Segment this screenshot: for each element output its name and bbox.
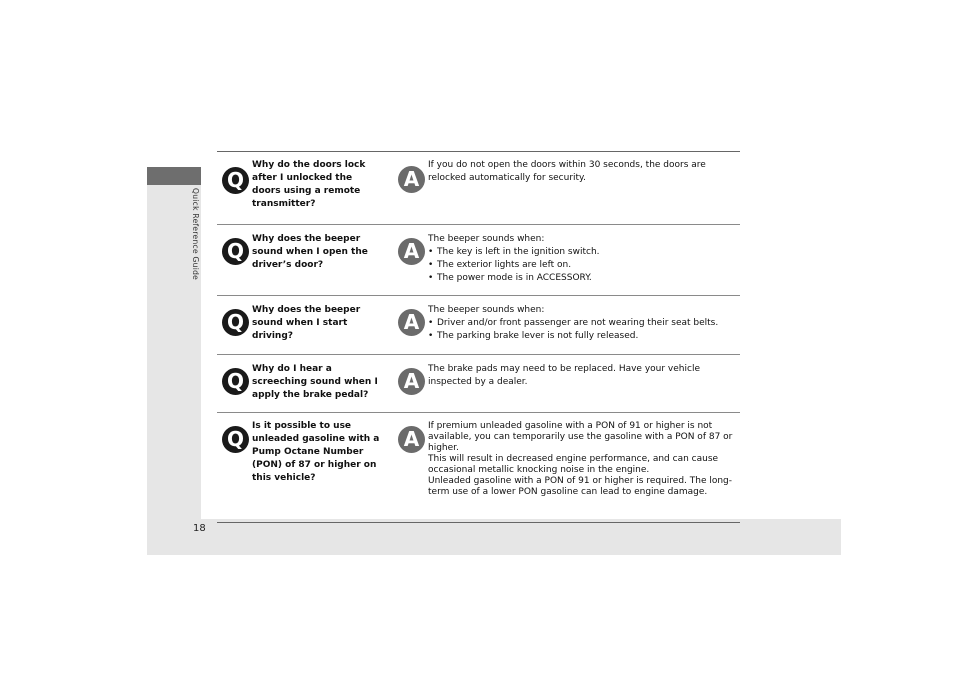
- answer-intro: The beeper sounds when:: [428, 305, 545, 315]
- question-text: Is it possible to use unleaded gasoline with a Pump Octane Number (PON) of 87 or higher on this vehicle?: [252, 421, 380, 483]
- qa-table: [217, 151, 740, 523]
- answer-icon: A: [398, 166, 425, 193]
- answer-paragraph: Unleaded gasoline with a PON of 91 or higher is required. The long-term use of a lower PON gasoline can lead to engine damage.: [428, 476, 733, 497]
- bullet-text: The parking brake lever is not fully released.: [437, 331, 639, 341]
- answer-icon: A: [398, 368, 425, 395]
- answer-intro: The beeper sounds when:: [428, 234, 545, 244]
- list-item: • The parking brake lever is not fully released.: [428, 331, 639, 341]
- list-item: • The exterior lights are left on.: [428, 260, 572, 270]
- question-icon: Q: [222, 309, 249, 336]
- answer-icon: A: [398, 426, 425, 453]
- answer-block: [428, 421, 733, 498]
- list-item: • The key is left in the ignition switch.: [428, 247, 600, 257]
- qa-row: [217, 224, 740, 296]
- section-side-label: Quick Reference Guide: [191, 188, 200, 281]
- question-icon: Q: [222, 167, 249, 194]
- bullet-text: Driver and/or front passenger are not wearing their seat belts.: [437, 318, 719, 328]
- answer-text: The brake pads may need to be replaced. Have your vehicle inspected by a dealer.: [428, 364, 700, 387]
- bullet-text: The key is left in the ignition switch.: [437, 247, 600, 257]
- answer-bullet-list: [428, 246, 733, 285]
- question-text: Why do the doors lock after I unlocked the doors using a remote transmitter?: [252, 160, 366, 209]
- qa-row: [217, 152, 740, 224]
- list-item: • Driver and/or front passenger are not wearing their seat belts.: [428, 318, 719, 328]
- question-icon: Q: [222, 368, 249, 395]
- footer-strip: [147, 519, 841, 555]
- answer-icon: A: [398, 238, 425, 265]
- section-tab-marker: [147, 167, 201, 185]
- answer-block: [428, 304, 733, 343]
- answer-text: If you do not open the doors within 30 seconds, the doors are relocked automatically for security.: [428, 160, 706, 183]
- question-text: Why does the beeper sound when I open the driver’s door?: [252, 234, 368, 270]
- qa-row: [217, 412, 740, 522]
- question-text: Why does the beeper sound when I start driving?: [252, 305, 361, 341]
- bullet-text: The power mode is in ACCESSORY.: [437, 273, 592, 283]
- qa-row: [217, 295, 740, 355]
- question-text: Why do I hear a screeching sound when I apply the brake pedal?: [252, 364, 378, 400]
- answer-bullet-list: [428, 317, 733, 343]
- bullet-text: The exterior lights are left on.: [437, 260, 572, 270]
- question-icon: Q: [222, 426, 249, 453]
- qa-row: [217, 354, 740, 413]
- question-icon: Q: [222, 238, 249, 265]
- answer-icon: A: [398, 309, 425, 336]
- answer-block: [428, 233, 733, 285]
- list-item: • The power mode is in ACCESSORY.: [428, 273, 592, 283]
- answer-paragraph: If premium unleaded gasoline with a PON of 91 or higher is not available, you can temporarily use the gasoline with a PON of 87 or higher.: [428, 421, 733, 453]
- page-number: 18: [193, 523, 206, 534]
- answer-paragraph: This will result in decreased engine performance, and can cause occasional metallic knocking noise in the engine.: [428, 454, 719, 475]
